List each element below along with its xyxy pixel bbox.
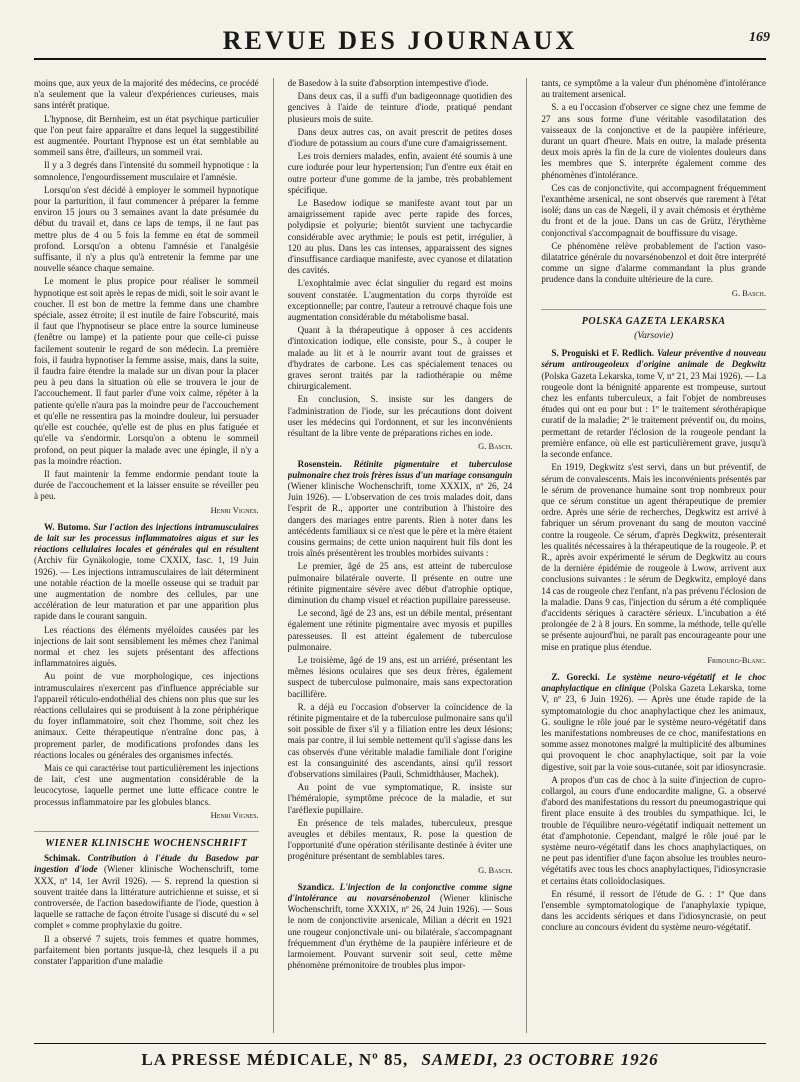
paragraph: de Basedow à la suite d'absorption intempestive d'iode. xyxy=(287,78,489,88)
paragraph: A propos d'un cas de choc à la suite d'injection de cupro-collargol, au cours d'une endocardite maligne, G. a observé d'abord des manifestations du ressort du pneumogastrique qui firent place ensuite à des troubles du sympathique. Ici, le trouble de l'équilibre neuro-végétatif indiquait nettement un état d'amphotonie. Cependant, malgré le rôle joué par le système neuro-végétatif dans les chocs anaphylactiques, on ne peut pas identifier d'une façon absolue les troubles neuro-végétatifs avec tous les chocs anaphylactiques, l'idiosyncrasie et certains états colloïdoclasiques. xyxy=(541,774,767,886)
article-reference: (Archiv für Gynäkologie, tome CXXIX, fasc. 1, 19 Juin 1926). — xyxy=(34,555,259,577)
article-author: Z. Gorecki. xyxy=(551,671,600,682)
article-author: Szandicz. xyxy=(297,881,335,892)
article-heading xyxy=(541,672,766,773)
column-3 xyxy=(541,78,766,1033)
paragraph: Ces cas de conjonctivite, qui accompagnent fréquemment l'exanthème arsenical, ne sont observés que rarement à l'état isolé; dans un cas de Nægeli, il y avait chémosis et érythème du front et de la joue. Dans un cas de Grütz, l'érythème conjonctival s'accompagnait de bouffissure du visage. xyxy=(541,182,767,238)
section-subheading: (Varsovie) xyxy=(634,331,674,342)
paragraph: Dans deux cas, il a suffi d'un badigeonnage quotidien des gencives à l'aide de teinture d'iode, pratiqué pendant plusieurs mois de suite. xyxy=(287,91,513,124)
paragraph: L'observation de ces trois malades doit, dans l'esprit de R., apporter une contribution à l'histoire des dangers des mariages entre parents. Rien à noter dans les antécédents familiaux si ce n'est que le père et la mère étaient cousins germains; de cette union naquirent huit fils dont les trois aînés présentèrent les troubles morbides suivants : xyxy=(287,492,513,559)
paragraph: tants, ce symptôme a la valeur d'un phénomène d'intolérance au traitement arsenical. xyxy=(541,78,767,100)
article-heading xyxy=(288,882,513,972)
paragraph: Il y a 3 degrés dans l'intensité du sommeil hypnotique : la somnolence, l'engourdissement musculaire et l'amnésie. xyxy=(34,160,259,182)
footer-journal-title: LA PRESSE MÉDICALE, Nº 85, xyxy=(141,1050,409,1069)
article-reference: (Wiener klinische Wochenschrift, tome XXXIX, nº 26, 24 Juin 1926). — xyxy=(287,480,513,503)
article-title: Sur l'action des injections intramusculaires de lait sur les processus inflammatoires aigus et sur les réactions cellulaires locales et générales qui en résultent xyxy=(34,521,259,555)
signature: G. Basch. xyxy=(478,864,513,875)
footer-date: SAMEDI, 23 OCTOBRE 1926 xyxy=(421,1050,659,1069)
paragraph: Le troisième, âgé de 19 ans, est un arriéré, présentant les mêmes lésions oculaires que ses deux frères, également suspect de tuberculose pulmonaire, mais sans expectoration bacillifère. xyxy=(287,654,513,699)
header-rule xyxy=(34,58,766,60)
article-author: Schimak. xyxy=(44,853,81,864)
column-1 xyxy=(34,78,259,1033)
page-footer xyxy=(0,1050,800,1070)
paragraph: Il faut maintenir la femme endormie pendant toute la durée de l'accouchement et la laisser ensuite se réveiller peu à peu. xyxy=(34,468,259,502)
paragraph: Le Basedow iodique se manifeste avant tout par un amaigrissement rapide avec perte rapide des forces, polydipsie et polyurie; bientôt survient une tachycardie considérable avec arythmie; le pouls est petit, irrégulier, à 120 au plus. Dans les cas intenses, apparaissent des signes d'insuffisance cardiaque manifeste, avec cyanose et dilatation des cavités. xyxy=(287,198,513,276)
paragraph: En présence de tels malades, tuberculeux, presque aveugles et débiles mentaux, R. pose la question de l'opportunité d'une opération stérilisante destinée à éviter une progéniture présentant de semblables tares. xyxy=(287,817,513,862)
paragraph: Le second, âgé de 23 ans, est un débile mental, présentant également une rétinite pigmentaire avec myosis et pupilles paresseuses. Il est atteint également de tuberculose pulmonaire. xyxy=(287,608,513,652)
article-columns xyxy=(34,78,766,1033)
column-divider xyxy=(273,78,274,1033)
paragraph: S. a eu l'occasion d'observer ce signe chez une femme de 27 ans sous forme d'une véritable vasodilatation des vaisseaux de la conjonctive et de la paupière inférieure, durant un quart d'heure. Mais en outre, la malade présenta deux mois après la fin de la cure de violentes douleurs dans les membres que S. interpréte également comme des phénomènes d'intolérance. xyxy=(541,102,767,180)
page-number: 169 xyxy=(749,30,770,45)
article-title: Contribution à l'étude du Basedow par ingestion d'iode xyxy=(34,853,259,875)
page-header xyxy=(0,0,800,60)
paragraph: Sous le nom de conjonctivite arsenicale, Milian a décrit en 1921 une rougeur conjonctivale uni- ou bilatérale, s'accompagnant fréquemment d'un érythème de la paupière inférieure et de larmoiement. Pouvant survenir soit seul, cette même phénomène prémonitoire de troubles plus impor- xyxy=(287,904,513,971)
signature: G. Basch. xyxy=(478,441,513,452)
paragraph: moins que, aux yeux de la majorité des médecins, ce procédé n'a seulement que la valeur d'expériences curieuses, mais sans intérêt pratique. xyxy=(34,78,259,111)
paragraph: L'hypnose, dit Bernheim, est un état psychique particulier que l'on peut faire apparaître et dans lequel la suggestibilité est augmentée. Pourtant l'hypnose est un état semblable au sommeil sans être, d'ailleurs, un sommeil vrai. xyxy=(34,113,259,158)
article-reference: (Polska Gazeta Lekarska, tome V, nº 23, 6 Juin 1926). — xyxy=(541,683,767,705)
paragraph: En résumé, il ressort de l'étude de G. : 1º Que dans l'ensemble symptomatologique de l'anaphylaxie typique, dans les accidents sériques et dans l'idiosyncrasie, on peut conclure au concours évident du système neuro-végétatif. xyxy=(541,888,767,933)
signature: G. Basch. xyxy=(731,287,767,298)
article-heading xyxy=(288,459,513,560)
article-reference: (Wiener klinische Wochenschrift, tome XXX, nº 14, 1er Avril 1926). — xyxy=(34,864,259,886)
paragraph: Dans deux autres cas, on avait prescrit de petites doses d'iodure de potassium au cours d'une cure d'amaigrissement. xyxy=(287,126,513,149)
journal-section-title: REVUE DES JOURNAUX xyxy=(222,26,578,55)
signature: Henri Vignes. xyxy=(210,504,259,515)
paragraph: Après une étude rapide de la symptomatologie du choc anaphylactique chez les animaux, G. souligne le rôle joué par le système neuro-végétatif dans les manifestations nombreuses de ce choc, manifestations en somme assez monotones malgré la multiplicité des albumines qui provoquent le choc anaphylactique, soit par la voie digestive, soit par la voie sous-cutanée, soit par idiosyncrasie. xyxy=(541,694,767,772)
article-author: W. Butomo. xyxy=(44,521,91,532)
paragraph: En 1919, Degkwitz s'est servi, dans un but préventif, de sérum de convalescents. Mais les inconvénients présentés par le sérum de provenance humaine sont trop nombreux pour que ce sérum constitue un agent thérapeutique de premier ordre. Après une série de recherches, Degkwitz est arrivé à fabriquer un sérum provenant du sang de mouton vacciné contre la rougeole. Ce sérum, d'après Degkwitz, présenterait les qualités nécessaires à la thérapeutique de la rougeole. P. et R., après avoir expérimenté le sérum de Degkwitz au cours de la dernière épidémie de rougeole à Lwow, arrivent aux conclusions suivantes : le sérum de Degkwitz, employé dans 14 cas de rougeole chez l'enfant, n'a pas prévenu l'éclosion de la maladie. Dans 9 cas, l'injection du sérum a été compliquée d'accidents sériques à caractère sérieux. L'incubation a été prolongée de 2 à 8 jours. En somme, la méthode, telle qu'elle se présente aujourd'hui, ne paraît pas encourageante pour une mise en pratique plus étendue. xyxy=(541,462,767,652)
article-reference: (Polska Gazeta Lekarska, tome V, nº 21, 23 Mai 1926). — xyxy=(541,370,755,381)
paragraph: Ce phénomène relève probablement de l'action vaso-dilatatrice générale du novarsénobenzol et doit être interprété comme un signe d'alarme commandant la plus grande prudence dans la conduite ultérieure de la cure. xyxy=(541,240,767,285)
paragraph: Le premier, âgé de 25 ans, est atteint de tuberculose pulmonaire bilatérale ouverte. Il présente en outre une rétinite pigmentaire sévère avec début d'atrophie optique, diminution du champ visuel et réaction pupillaire paresseuse. xyxy=(287,561,513,605)
paragraph: Les réactions des éléments myéloïdes causées par les injections de lait sont sensiblement les mêmes chez l'animal normal et chez les sujets présentant des affections inflammatoires aiguës. xyxy=(34,624,259,669)
article-title: L'injection de la conjonctive comme signe d'intolérance au novarsénobenzol xyxy=(287,881,513,904)
paragraph: En conclusion, S. insiste sur les dangers de l'administration de l'iode, sur les précautions dont doivent user les médecins qui l'ordonnent, et sur les inconvénients résultant de la libre vente de préparations riches en iode. xyxy=(287,394,513,439)
article-title: Valeur préventive d nouveau sérum antirougeoleux d'origine animale de Degkwitz xyxy=(541,348,767,370)
article-title: Le système neuro-végétatif et le choc anaphylactique en clinique xyxy=(541,671,767,694)
section-heading: WIENER KLINISCHE WOCHENSCHRIFT xyxy=(34,831,259,849)
paragraph: Lorsqu'on s'est décidé à employer le sommeil hypnotique pour la parturition, il faut commencer à préparer la femme environ 15 jours ou 3 semaines avant la date présumée du début du travail et, dans ce laps de temps, il ne faut pas mettre plus de 4 ou 5 fois la femme en état de sommeil profond. Lorsqu'on a obtenu l'amnésie et l'analgésie suffisante, il n'y a plus qu'à entretenir la femme par une nouvelle séance chaque semaine. xyxy=(34,184,259,274)
paragraph: Mais ce qui caractérise tout particulièrement les injections de lait, c'est une augmentation considérable de la leucocytose, laquelle permet une lutte efficace contre le processus inflammatoire par les globules blancs. xyxy=(34,762,259,807)
paragraph: Il a observé 7 sujets, trois femmes et quatre hommes, parfaitement bien portants jusque-là, chez lesquels il a pu constater l'apparition d'une maladie xyxy=(34,933,259,967)
paragraph: Le moment le plus propice pour réaliser le sommeil hypnotique est soit après le repas de midi, soit le soir avant le coucher. Il est bon de mettre la femme dans une chambre spéciale, assez étroite; il est inutile de faire l'obscurité, mais il faut que l'hypnotiseur se place entre la source lumineuse (fenêtre ou lampe) et la patiente pour que celle-ci puisse facilement soutenir le regard de son médecin. La première fois, il faudra hypnotiser la femme assise, mais, dans la suite, il faudra faire étendre la malade sur un divan pour la placer peu à peu dans la situation où elle se trouvera le jour de l'accouchement. Il faut parler d'une voix calme, répéter à la patiente qu'elle n'aura pas la moindre peur de l'accouchement et qu'elle ne ressentira pas la moindre douleur, lui persuader qu'elle est couchée, qu'elle est de plus en plus fatiguée et qu'elle va s'endormir. Lorsqu'on a obtenu le sommeil profond, on peut piquer la malade avec une épingle, il n'y a pas la moindre réaction. xyxy=(34,276,259,466)
paragraph: Les injections intramusculaires de lait déterminent une notable réaction de la moelle osseuse qui se traduit par une augmentation de nombre des cellules, par une accélération de leur maturation et par une apparition plus rapide dans le courant sanguin. xyxy=(34,566,259,622)
column-2 xyxy=(288,78,513,1033)
paragraph: Au point de vue morphologique, ces injections intramusculaires n'exercent pas d'influence appréciable sur l'appareil réticulo-endothélial des chiens non plus que sur les réactions cellulaires qui se produisent à la zone périphérique du foyer inflammatoire, soit chez l'homme, soit chez les animaux. Cette thérapeutique n'entraîne donc pas, à proprement parler, de modifications profondes dans les réactions locales ou générales des organismes infectés. xyxy=(34,671,259,760)
article-title: Rétinite pigmentaire et tuberculose pulmonaire chez trois frères issus d'un mariage consanguin xyxy=(287,458,513,480)
article-author: Rosenstein. xyxy=(297,458,342,469)
paragraph: S. reprend la question si souvent traitée dans la littérature autrichienne et suisse, et si controversée, de l'action basedowifiante de l'iode, question à laquelle se rattache de façon étroite l'usage si discuté du « sel complet » comme prophylaxie du goitre. xyxy=(34,875,259,931)
article-heading xyxy=(541,348,766,460)
article-heading xyxy=(34,522,259,623)
paragraph: Les trois derniers malades, enfin, avaient été soumis à une cure iodurée pour leur hypertension; l'un d'entre eux était en outre porteur d'une gomme de la jambe, très probablement spécifique. xyxy=(287,151,513,195)
article-reference: (Wiener klinische Wochenschrift, tome XXXIX, nº 26, 24 Juin 1926). — xyxy=(287,893,513,915)
paragraph: L'exophtalmie avec éclat singulier du regard est moins souvent constatée. L'augmentation du corps thyroïde est exceptionnelle; par contre, l'auteur a retrouvé chaque fois une augmentation considérable du métabolisme basal. xyxy=(287,278,513,323)
paragraph: La rougeole dont la bénignité apparente est trompeuse, surtout chez les enfants tuberculeux, a fait l'objet de nombreuses études qui ont eu pour but : 1º le traitement sérothérapique curatif de la maladie; 2º le traitement préventif ou, du moins, permettant de retarder l'éclosion de la rougeole pendant la première enfance, où elle est particulièrement grave, jusqu'à la seconde enfance. xyxy=(541,370,767,460)
footer-rule xyxy=(34,1043,766,1044)
paragraph: Quant à la thérapeutique à opposer à ces accidents d'intoxication iodique, elle consiste, pour S., à couper le malade au lit et à le nourrir avant tout de graisses et d'hydrates de carbone. Les cas spécialement tenaces ou graves seront traités par la radiothérapie ou même chirurgicalement. xyxy=(287,325,513,392)
article-heading xyxy=(34,853,259,931)
paragraph: R. a déjà eu l'occasion d'observer la coïncidence de la rétinite pigmentaire et de la tuberculose pulmonaire sans qu'il soit possible de fixer s'il y a filiation entre les deux lésions; mais par contre, il lui semble nettement qu'il s'agisse dans les cas observés d'une véritable maladie familiale dont l'origine est la consanguinité des ascendants, ainsi qu'il ressort d'observations similaires (Pauli, Schmidthäuser, Machek). xyxy=(287,701,513,779)
section-heading: POLSKA GAZETA LEKARSKA xyxy=(541,309,766,327)
signature: Henri Vignes. xyxy=(210,809,259,820)
column-divider xyxy=(526,78,527,1033)
paragraph: Au point de vue symptomatique, R. insiste sur l'héméralopie, symptôme précoce de la maladie, et sur l'aréflexie pupillaire. xyxy=(287,782,513,815)
signature: Fribourg-Blanc. xyxy=(707,654,767,665)
article-author: S. Proguiski et F. Redlich. xyxy=(551,348,655,359)
